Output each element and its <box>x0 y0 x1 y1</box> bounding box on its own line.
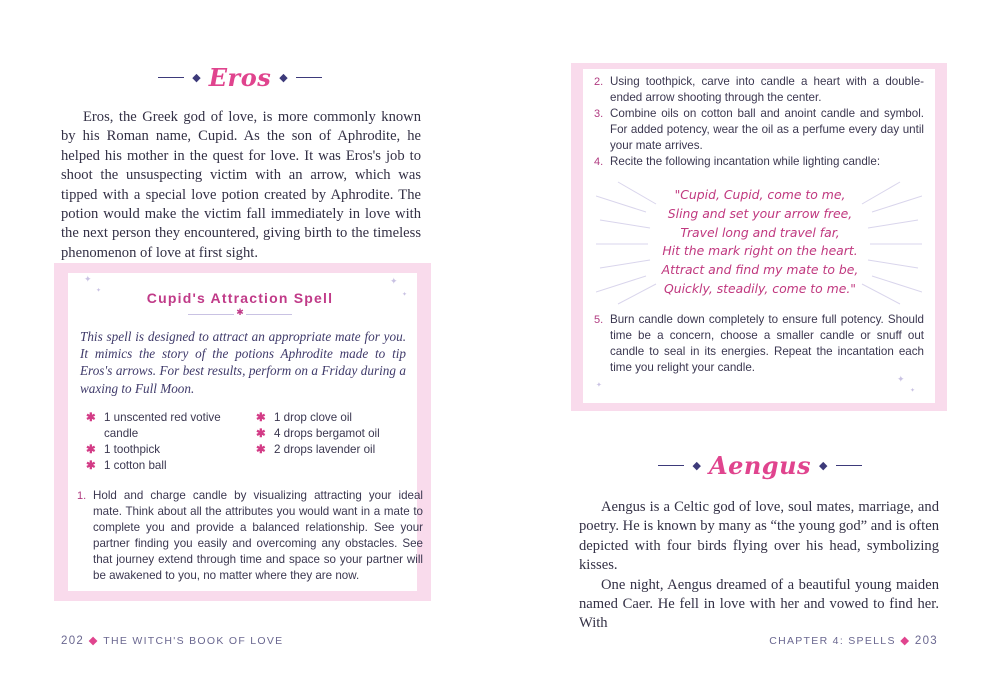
eros-title: Eros <box>208 62 272 92</box>
page-number: 202 <box>61 635 85 647</box>
sparkle-icon: ✦ <box>84 275 92 285</box>
sparkle-icon: ✦ <box>390 277 398 287</box>
sparkle-icon: ✦ <box>596 381 602 389</box>
heading-rule <box>836 465 862 466</box>
spell-step-2: 2. Using toothpick, carve into candle a heart with a double-ended arrow shooting through the center. <box>594 75 924 104</box>
diamond-icon: ◆ <box>279 70 288 84</box>
spell-title: Cupid's Attraction Spell <box>146 290 334 306</box>
spell-step-3: 3. Combine oils on cotton ball and anoint candle and symbol. For added potency, wear the oil as a perfume every day until your mate arrives. <box>594 107 924 152</box>
ingredient-item: ✱ 1 drop clove oil <box>256 411 352 424</box>
ingredient-item: ✱ 1 unscented red votive candle <box>86 411 221 440</box>
ingredients-column-2 <box>256 410 406 458</box>
spell-step-1: 1. Hold and charge candle by visualizing attracting your ideal mate. Think about all the attributes you would want in a mate to complete you and provide a balanced relationship. See your partner finding you easily and overcoming any obstacles. See that journey extend through time and space so your partner will be awakened to you, no matter where they are now. <box>77 489 423 582</box>
ingredient-item: ✱ 4 drops bergamot oil <box>256 427 380 440</box>
ingredient-item: ✱ 1 toothpick <box>86 443 161 456</box>
diamond-icon: ◆ <box>88 635 99 647</box>
sparkle-icon: ✦ <box>897 375 905 385</box>
diamond-icon: ◆ <box>900 635 911 647</box>
ingredients-column-1 <box>86 410 236 474</box>
chapter-title: CHAPTER 4: SPELLS <box>769 635 896 647</box>
ingredient-item: ✱ 2 drops lavender oil <box>256 443 376 456</box>
star-icon: ✱ <box>236 308 244 318</box>
diamond-icon: ◆ <box>192 70 201 84</box>
left-footer <box>61 633 401 647</box>
title-divider <box>188 310 292 318</box>
asterisk-icon: ✱ <box>256 427 266 440</box>
book-title: THE WITCH'S BOOK OF LOVE <box>103 635 284 647</box>
spell-intro: This spell is designed to attract an appropriate mate for you. It mimics the story of the potions Aphrodite made to tip Eros's arrows. For best results, perform on a Friday during a waxing to Full Moon. <box>80 329 406 396</box>
spell-step-5: 5. Burn candle down completely to ensure full potency. Should time be a concern, choose a smaller candle or snuff out candle to seal in its energies. Repeat the incantation each time you relight your candle. <box>594 313 924 374</box>
sparkle-icon: ✦ <box>910 387 916 394</box>
heading-rule <box>658 465 684 466</box>
diamond-icon: ◆ <box>819 458 828 472</box>
sparkle-icon: ✦ <box>96 287 102 294</box>
right-footer <box>700 633 938 647</box>
page-number: 203 <box>914 635 938 647</box>
sparkle-icon: ✦ <box>402 291 408 298</box>
asterisk-icon: ✱ <box>86 459 96 472</box>
eros-heading <box>110 62 370 92</box>
diamond-icon: ◆ <box>692 458 701 472</box>
eros-paragraph: Eros, the Greek god of love, is more commonly known by his Roman name, Cupid. As the son of Aphrodite, he helped his mother in the quest for love. It was Eros's job to shoot the unsuspecting victim with an arrow, which was tipped with a special love potion created by Aphrodite. The potion would make the victim fall immediately in love with the next person they encountered, giving birth to the timeless phenomenon of love at first sight. <box>61 109 421 261</box>
spell-step-4: 4. Recite the following incantation while lighting candle: <box>594 155 881 168</box>
asterisk-icon: ✱ <box>86 443 96 456</box>
aengus-paragraph: Aengus is a Celtic god of love, soul mates, marriage, and poetry. He is known by many as “the young god” and is often depicted with four birds flying over his head, symbolizing kisses. One night, Aengus dreamed of a beautiful young maiden named Caer. He fell in love with her and vowed to find her. With <box>579 499 939 632</box>
heading-rule <box>158 77 184 78</box>
spell-steps-2-4 <box>594 74 924 170</box>
asterisk-icon: ✱ <box>256 443 266 456</box>
asterisk-icon: ✱ <box>86 411 96 424</box>
heading-rule <box>296 77 322 78</box>
aengus-title: Aengus <box>708 450 812 480</box>
aengus-heading <box>630 450 890 480</box>
ingredient-item: ✱ 1 cotton ball <box>86 459 167 472</box>
asterisk-icon: ✱ <box>256 411 266 424</box>
incantation: "Cupid, Cupid, come to me, Sling and set your arrow free, Travel long and travel far, Hit the mark right on the heart. Attract and find my mate to be, Quickly, steadily, come to me." <box>661 187 859 296</box>
